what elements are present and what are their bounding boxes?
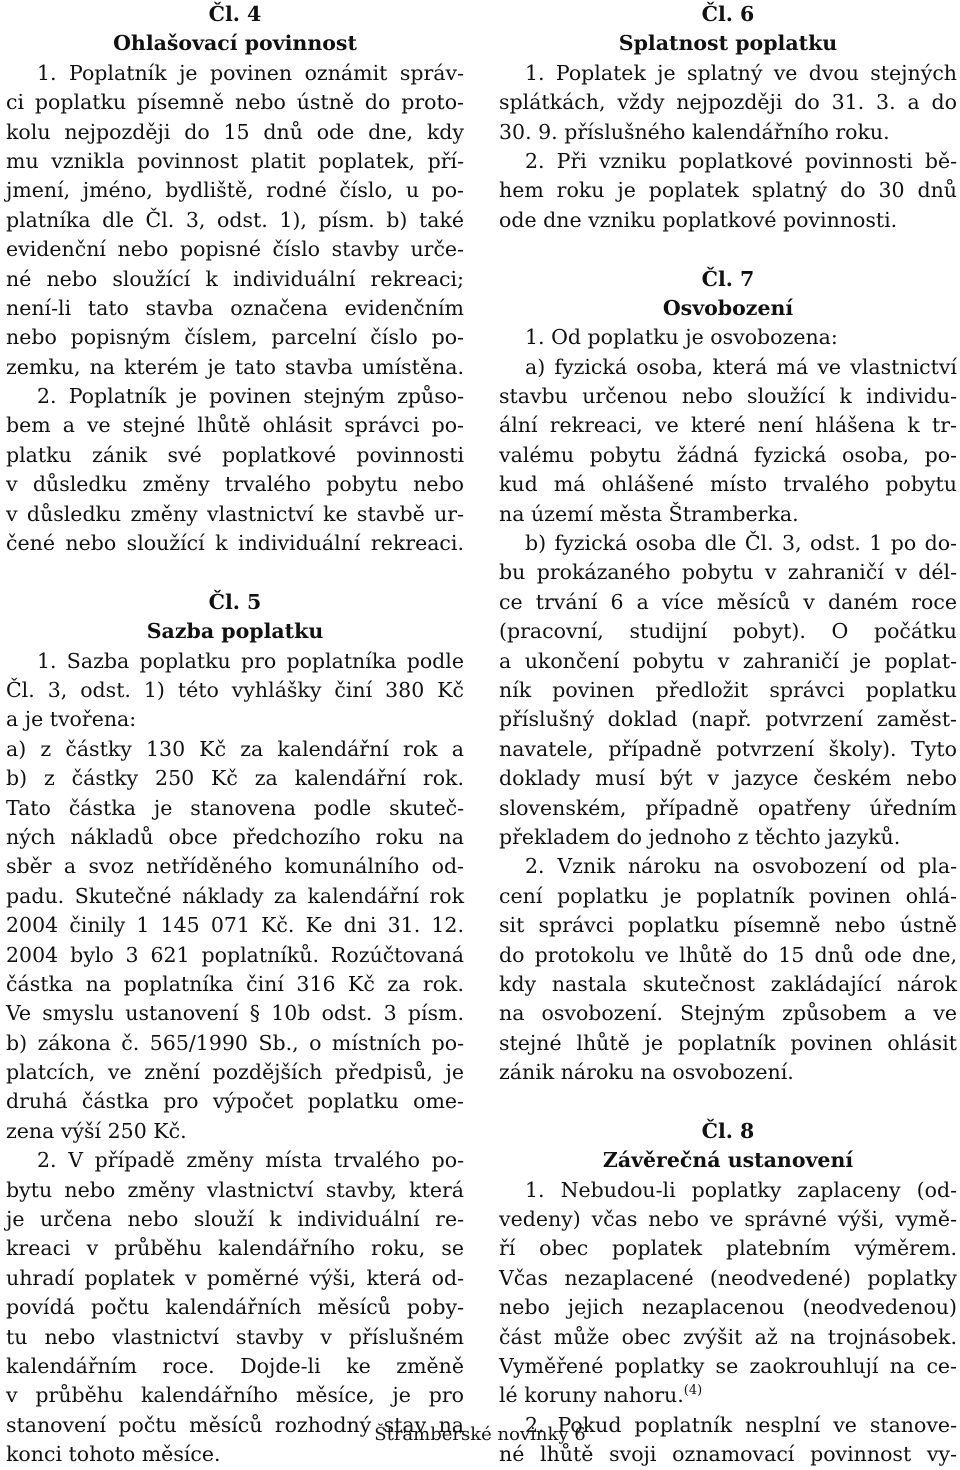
text-line: ode dne vzniku poplatkové povinnosti. (499, 207, 898, 232)
text-line: překladem do jednoho z těchto jazyků. (499, 824, 901, 849)
text-line: doklady musí být v jazyce českém nebo (499, 766, 957, 791)
section-heading: Závěrečná ustanovení (602, 1148, 854, 1173)
text-line: 2. Pokud poplatník nesplní ve stanove- (525, 1412, 957, 1437)
text-line: lé koruny nahoru.$^{(4)}$ (499, 1383, 703, 1408)
text-line: 2004 činily 1 145 071 Kč. Ke dni 31. 12. (6, 913, 464, 938)
text-line: jmení, jméno, bydliště, rodné číslo, u po- (6, 178, 464, 203)
text-line: né nebo sloužící k individuální rekreaci; (6, 266, 464, 291)
text-line: kdy nastala skutečnost zakládající nárok (499, 971, 957, 996)
right-column (499, 0, 957, 1470)
text-line: platcích, ve znění pozdějších předpisů, je (6, 1060, 464, 1085)
text-line: stavbu určenou nebo sloužící k individu- (499, 384, 957, 409)
text-line: a ukončení pobytu v zahraničí je poplat- (499, 648, 957, 673)
text-line: cení poplatku je poplatník povinen ohlá- (499, 883, 957, 908)
text-line: částka na poplatníka činí 316 Kč za rok. (6, 971, 464, 996)
text-line: bu prokázaného pobytu v zahraničí v dél- (499, 560, 957, 585)
text-line: na území města Štramberka. (499, 501, 799, 526)
text-line: 1. Nebudou-li poplatky zaplaceny (od- (525, 1177, 957, 1202)
text-line: a je tvořena: (6, 707, 137, 732)
section-heading: Splatnost poplatku (618, 31, 838, 56)
spacer (499, 1087, 957, 1116)
text-line: valému pobytu žádná fyzická osoba, po- (499, 442, 957, 467)
text-line: příslušný doklad (např. potvrzení zaměst- (499, 707, 957, 732)
text-line: 1. Poplatník je povinen oznámit správ- (37, 60, 464, 85)
text-line: a) z částky 130 Kč za kalendářní rok a (6, 736, 464, 761)
text-line: čené nebo sloužící k individuální rekreaci. (6, 531, 464, 556)
text-line: sit správci poplatku písemně nebo ústně (499, 913, 957, 938)
text-line: né lhůtě svoji oznamovací povinnost vy- (499, 1442, 957, 1467)
page-footer: Štramberské novinky 6 (374, 1424, 586, 1445)
text-line: b) zákona č. 565/1990 Sb., o místních po- (6, 1030, 464, 1055)
text-line: stanovení počtu měsíců rozhodný stav na (6, 1412, 464, 1437)
text-line: ci poplatku písemně nebo ústně do proto- (6, 90, 464, 115)
text-line: na osvobození. Stejným způsobem a ve (499, 1001, 957, 1026)
text-line: a) fyzická osoba, která má ve vlastnictví (525, 354, 957, 379)
text-line: nebo jejich nezaplacenou (neodvedenou) (499, 1295, 957, 1320)
text-line: kud má ohlášené místo trvalého pobytu (499, 472, 957, 497)
text-line: 2004 bylo 3 621 poplatníků. Rozúčtovaná (6, 942, 464, 967)
text-line: 2. Při vzniku poplatkové povinnosti bě- (525, 148, 957, 173)
text-line: navatele, případně potvrzení školy). Tyto (499, 736, 957, 761)
text-line: v důsledku změny trvalého pobytu nebo (6, 472, 464, 497)
text-line: kreaci v průběhu kalendářního roku, se (6, 1236, 464, 1261)
text-line: sběr a svoz netříděného komunálního od- (6, 854, 464, 879)
text-line: ných nákladů obce předchozího roku na (6, 824, 464, 849)
text-line: platníka dle Čl. 3, odst. 1), písm. b) také (6, 207, 464, 232)
text-line: ří obec poplatek platebním výměrem. (499, 1236, 957, 1261)
text-line: ální rekreaci, ve které není hlášena k tr- (499, 413, 957, 438)
text-line: 1. Od poplatku je osvobozena: (525, 325, 838, 350)
text-line: není-li tato stavba označena evidenčním (6, 295, 464, 320)
text-line: část může obec zvýšit až na trojnásobek. (499, 1324, 957, 1349)
text-line: bytu nebo změny vlastnictví stavby, která (6, 1177, 464, 1202)
text-line: b) fyzická osoba dle Čl. 3, odst. 1 po do- (525, 531, 957, 556)
text-line: padu. Skutečné náklady za kalendářní rok (6, 883, 464, 908)
text-line: bem a ve stejné lhůtě ohlásit správci po- (6, 413, 464, 438)
text-line: 2. Poplatník je povinen stejným způso- (37, 384, 464, 409)
section-heading: Čl. 8 (701, 1118, 755, 1143)
text-line: povídá počtu kalendářních měsíců poby- (6, 1295, 464, 1320)
text-line: 1. Poplatek je splatný ve dvou stejných (525, 60, 957, 85)
spacer (6, 558, 464, 587)
text-line: Tato částka je stanovena podle skuteč- (6, 795, 464, 820)
text-line: uhradí poplatek v poměrné výši, která od- (6, 1265, 464, 1290)
footnote-ref: (4) (683, 1383, 703, 1399)
text-line: vedeny) včas nebo ve správné výši, vymě- (499, 1207, 957, 1232)
text-line: Čl. 3, odst. 1) této vyhlášky činí 380 Kč (6, 677, 464, 702)
text-line: 30. 9. příslušného kalendářního roku. (499, 119, 890, 144)
section-heading: Čl. 5 (208, 589, 262, 614)
text-line: evidenční nebo popisné číslo stavby urče- (6, 237, 464, 262)
section-heading: Čl. 7 (701, 266, 755, 291)
text-line: kalendářním roce. Dojde-li ke změně (6, 1353, 464, 1378)
text-line: splátkách, vždy nejpozději do 31. 3. a do (499, 90, 957, 115)
text-line: do protokolu ve lhůtě do 15 dnů ode dne, (499, 942, 957, 967)
text-line: 2. V případě změny místa trvalého po- (37, 1148, 464, 1173)
text-line: tu nebo vlastnictví stavby v příslušném (6, 1324, 464, 1349)
text-line: konci tohoto měsíce. (6, 1442, 221, 1467)
text-line: (pracovní, studijní pobyt). O počátku (499, 619, 957, 644)
text-line: stejné lhůtě je poplatník povinen ohlásit (499, 1030, 957, 1055)
text-line: Včas nezaplacené (neodvedené) poplatky (499, 1265, 957, 1290)
text-line: ce trvání 6 a více měsíců v daném roce (499, 589, 957, 614)
text-line: platku zánik své poplatkové povinnosti (6, 442, 464, 467)
text-line: zena výší 250 Kč. (6, 1118, 187, 1143)
text-line: druhá částka pro výpočet poplatku ome- (6, 1089, 464, 1114)
section-heading: Čl. 6 (701, 2, 755, 26)
text-line: 2. Vznik nároku na osvobození od pla- (525, 854, 957, 879)
text-line: 1. Sazba poplatku pro poplatníka podle (37, 648, 464, 673)
section-heading: Osvobození (662, 295, 794, 320)
text-line: Vyměřené poplatky se zaokrouhlují na ce- (499, 1353, 957, 1378)
text-line: nebo popisným číslem, parcelní číslo po- (6, 325, 464, 350)
text-line: kolu nejpozději do 15 dnů ode dne, kdy (6, 119, 464, 144)
text-line: zemku, na kterém je tato stavba umístěna. (6, 354, 464, 379)
text-line: v důsledku změny vlastnictví ke stavbě ur- (6, 501, 464, 526)
text-line: Ve smyslu ustanovení § 10b odst. 3 písm. (6, 1001, 464, 1026)
section-heading: Sazba poplatku (146, 619, 324, 644)
section-heading: Ohlašovací povinnost (113, 31, 357, 56)
text-line: je určena nebo slouží k individuální re- (6, 1207, 464, 1232)
left-column (6, 0, 464, 1470)
text-line: slovenském, případně opatřeny úředním (499, 795, 957, 820)
spacer (499, 235, 957, 264)
section-heading: Čl. 4 (208, 2, 262, 26)
text-line: ník povinen předložit správci poplatku (499, 677, 957, 702)
text-line: v průběhu kalendářního měsíce, je pro (6, 1383, 464, 1408)
text-line: b) z částky 250 Kč za kalendářní rok. (6, 766, 464, 791)
text-line: hem roku je poplatek splatný do 30 dnů (499, 178, 957, 203)
text-line: mu vznikla povinnost platit poplatek, pří- (6, 148, 464, 173)
text-line: zánik nároku na osvobození. (499, 1060, 794, 1085)
